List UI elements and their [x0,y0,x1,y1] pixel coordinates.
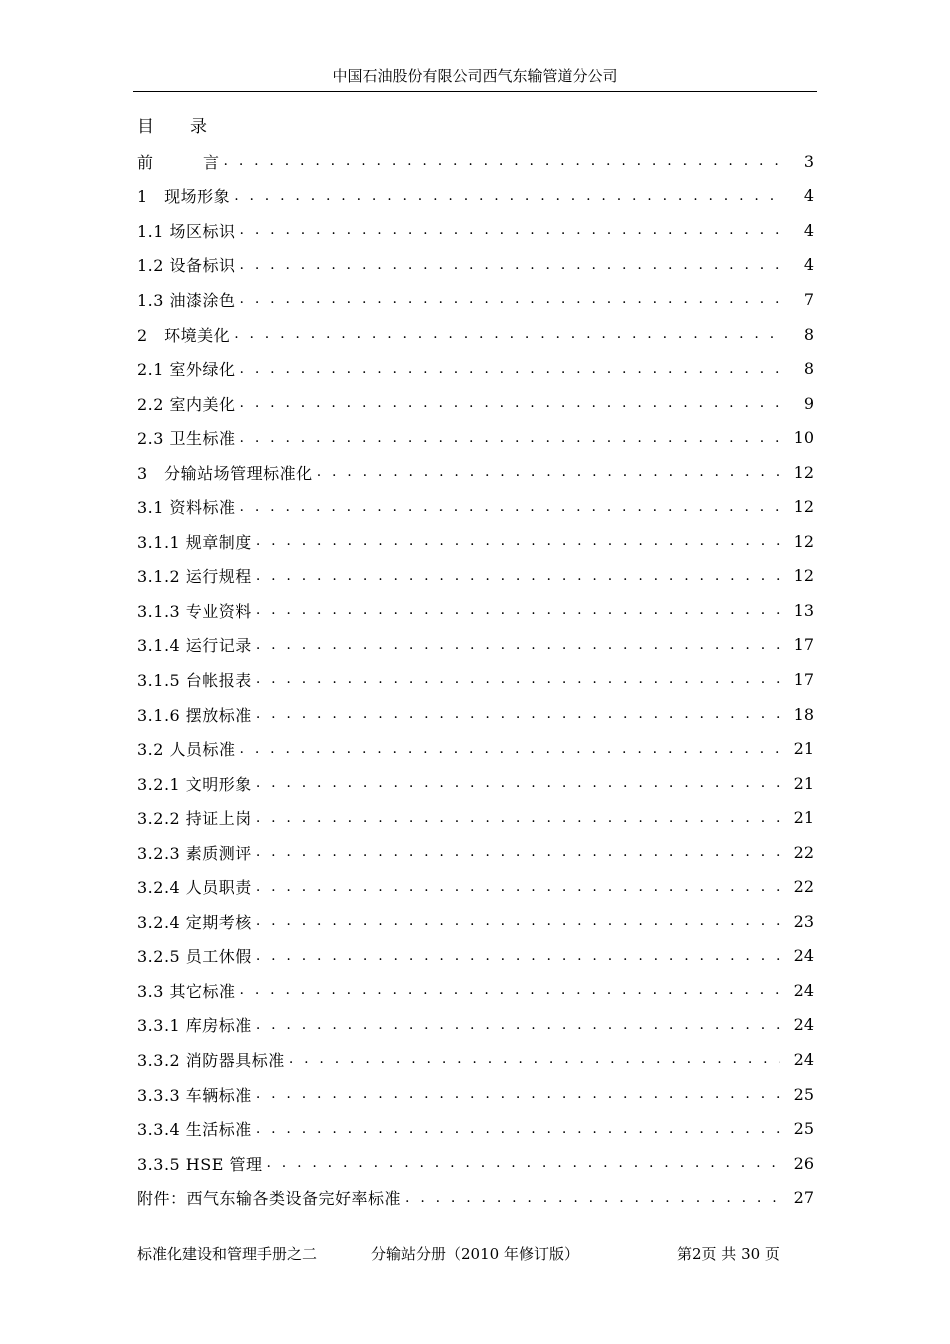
toc-dot-leader [289,1049,780,1069]
toc-title [137,116,207,138]
toc-entry-label: 1.1 场区标识 [137,221,236,241]
toc-dot-leader [317,462,780,482]
toc-dot-leader [256,1015,780,1035]
toc-entry-label: 3.1.5 台帐报表 [137,670,252,690]
toc-entry-page: 9 [803,393,814,413]
footer-page-number: 第2页 共 30 页 [677,1245,780,1263]
toc-entry[interactable] [137,144,814,179]
toc-dot-leader [256,704,780,724]
toc-entry-page: 17 [793,635,814,655]
toc-entry-label: 3.2.5 员工休假 [137,947,252,967]
toc-entry[interactable] [137,524,814,559]
toc-entry-page: 7 [803,289,814,309]
toc-dot-leader [256,531,780,551]
toc-dot-leader [240,428,780,448]
toc-dot-leader [256,1084,780,1104]
toc-title-char-2: 录 [190,117,207,137]
toc-entry[interactable] [137,179,814,214]
toc-entry-label: 2 环境美化 [137,325,231,345]
toc-dot-leader [256,669,780,689]
toc-entry-page: 24 [793,1049,814,1069]
toc-dot-leader [234,324,780,344]
toc-entry[interactable] [137,628,814,663]
toc-entry[interactable] [137,662,814,697]
toc-entry-label: 3.2.2 持证上岗 [137,809,252,829]
toc-dot-leader [256,911,780,931]
toc-entry-page: 18 [793,704,814,724]
toc-dot-leader [240,393,780,413]
toc-entry-label: 2.2 室内美化 [137,394,236,414]
toc-entry-label: 3.3.3 车辆标准 [137,1085,252,1105]
footer-volume: 分输站分册（2010 年修订版） [371,1245,579,1263]
toc-dot-leader [256,946,780,966]
toc-entry-label: 2.3 卫生标准 [137,429,236,449]
toc-entry-label: 3.3.5 HSE 管理 [137,1154,263,1174]
toc-dot-leader [240,359,780,379]
toc-entry-page: 4 [803,220,814,240]
toc-entry-page: 23 [793,911,814,931]
toc-entry[interactable] [137,731,814,766]
toc-entry[interactable] [137,455,814,490]
toc-entry-page: 13 [793,600,814,620]
toc-dot-leader [256,877,780,897]
toc-entry[interactable] [137,939,814,974]
toc-entry[interactable] [137,282,814,317]
toc-entry-page: 8 [803,324,814,344]
toc-entry[interactable] [137,869,814,904]
table-of-contents [137,144,814,1215]
toc-entry-label: 3.3.1 库房标准 [137,1016,252,1036]
toc-dot-leader [234,186,780,206]
toc-entry-label: 2.1 室外绿化 [137,360,236,380]
page-header: 中国石油股份有限公司西气东输管道分公司 [332,67,618,85]
toc-dot-leader [256,1119,780,1139]
toc-entry-page: 24 [793,980,814,1000]
toc-entry-label: 1 现场形象 [137,187,231,207]
toc-dot-leader [256,635,780,655]
toc-entry[interactable] [137,489,814,524]
toc-entry-label: 1.2 设备标识 [137,256,236,276]
toc-entry-label: 3.3.4 生活标准 [137,1120,252,1140]
toc-entry-page: 17 [793,669,814,689]
toc-entry[interactable] [137,420,814,455]
toc-entry[interactable] [137,1111,814,1146]
toc-entry[interactable] [137,697,814,732]
toc-entry[interactable] [137,213,814,248]
toc-dot-leader [240,739,780,759]
toc-dot-leader [405,1188,780,1208]
toc-entry-label: 1.3 油漆涂色 [137,290,236,310]
toc-dot-leader [240,980,780,1000]
toc-entry[interactable] [137,1077,814,1112]
toc-dot-leader [240,497,780,517]
toc-entry[interactable] [137,835,814,870]
toc-entry-label: 3.2.4 定期考核 [137,912,252,932]
toc-entry-page: 27 [793,1188,814,1208]
toc-dot-leader [240,220,780,240]
toc-entry-label: 3 分输站场管理标准化 [137,463,313,483]
footer-manual-title: 标准化建设和管理手册之二 [137,1245,318,1263]
toc-entry[interactable] [137,386,814,421]
toc-entry[interactable] [137,1146,814,1181]
toc-entry-page: 12 [793,531,814,551]
toc-entry-label: 前 言 [137,152,220,172]
toc-entry[interactable] [137,1042,814,1077]
toc-entry-label: 3.3 其它标准 [137,981,236,1001]
header-rule [133,91,817,92]
toc-dot-leader [240,255,780,275]
toc-entry-label: 3.2 人员标准 [137,740,236,760]
toc-entry-page: 25 [793,1119,814,1139]
toc-entry-label: 3.1.2 运行规程 [137,567,252,587]
toc-entry-label: 3.2.3 素质测评 [137,843,252,863]
toc-entry-page: 25 [793,1084,814,1104]
toc-entry[interactable] [137,800,814,835]
toc-entry-page: 21 [793,739,814,759]
toc-entry-page: 21 [793,808,814,828]
toc-dot-leader [224,151,780,171]
toc-dot-leader [256,566,780,586]
toc-entry-page: 21 [793,773,814,793]
toc-entry[interactable] [137,904,814,939]
toc-entry-page: 22 [793,877,814,897]
toc-entry-page: 3 [803,151,814,171]
toc-entry-page: 12 [793,566,814,586]
toc-title-char-1: 目 [137,117,154,137]
toc-entry-label: 3.1.1 规章制度 [137,532,252,552]
toc-entry-page: 12 [793,462,814,482]
toc-entry[interactable] [137,351,814,386]
toc-entry-label: 3.1.3 专业资料 [137,601,252,621]
toc-entry[interactable] [137,973,814,1008]
toc-entry[interactable] [137,559,814,594]
toc-entry-label: 3.1.4 运行记录 [137,636,252,656]
toc-dot-leader [256,842,780,862]
toc-dot-leader [256,773,780,793]
toc-entry-label: 3.1.6 摆放标准 [137,705,252,725]
toc-entry-page: 22 [793,842,814,862]
toc-entry-page: 4 [803,186,814,206]
toc-entry-label: 3.1 资料标准 [137,498,236,518]
toc-entry-page: 24 [793,1015,814,1035]
toc-entry[interactable] [137,766,814,801]
toc-entry-label: 附件：西气东输各类设备完好率标准 [137,1189,402,1209]
toc-entry[interactable] [137,593,814,628]
toc-dot-leader [256,600,780,620]
toc-entry[interactable] [137,248,814,283]
toc-entry-page: 24 [793,946,814,966]
toc-entry-label: 3.3.2 消防器具标准 [137,1050,285,1070]
toc-entry-label: 3.2.1 文明形象 [137,774,252,794]
toc-entry-page: 26 [793,1153,814,1173]
toc-dot-leader [256,808,780,828]
toc-dot-leader [240,289,780,309]
toc-entry[interactable] [137,1008,814,1043]
toc-entry-label: 3.2.4 人员职责 [137,878,252,898]
toc-entry-page: 12 [793,497,814,517]
toc-dot-leader [266,1153,780,1173]
toc-entry-page: 4 [803,255,814,275]
toc-entry-page: 8 [803,359,814,379]
toc-entry-page: 10 [793,428,814,448]
toc-entry[interactable] [137,1180,814,1215]
toc-entry[interactable] [137,317,814,352]
